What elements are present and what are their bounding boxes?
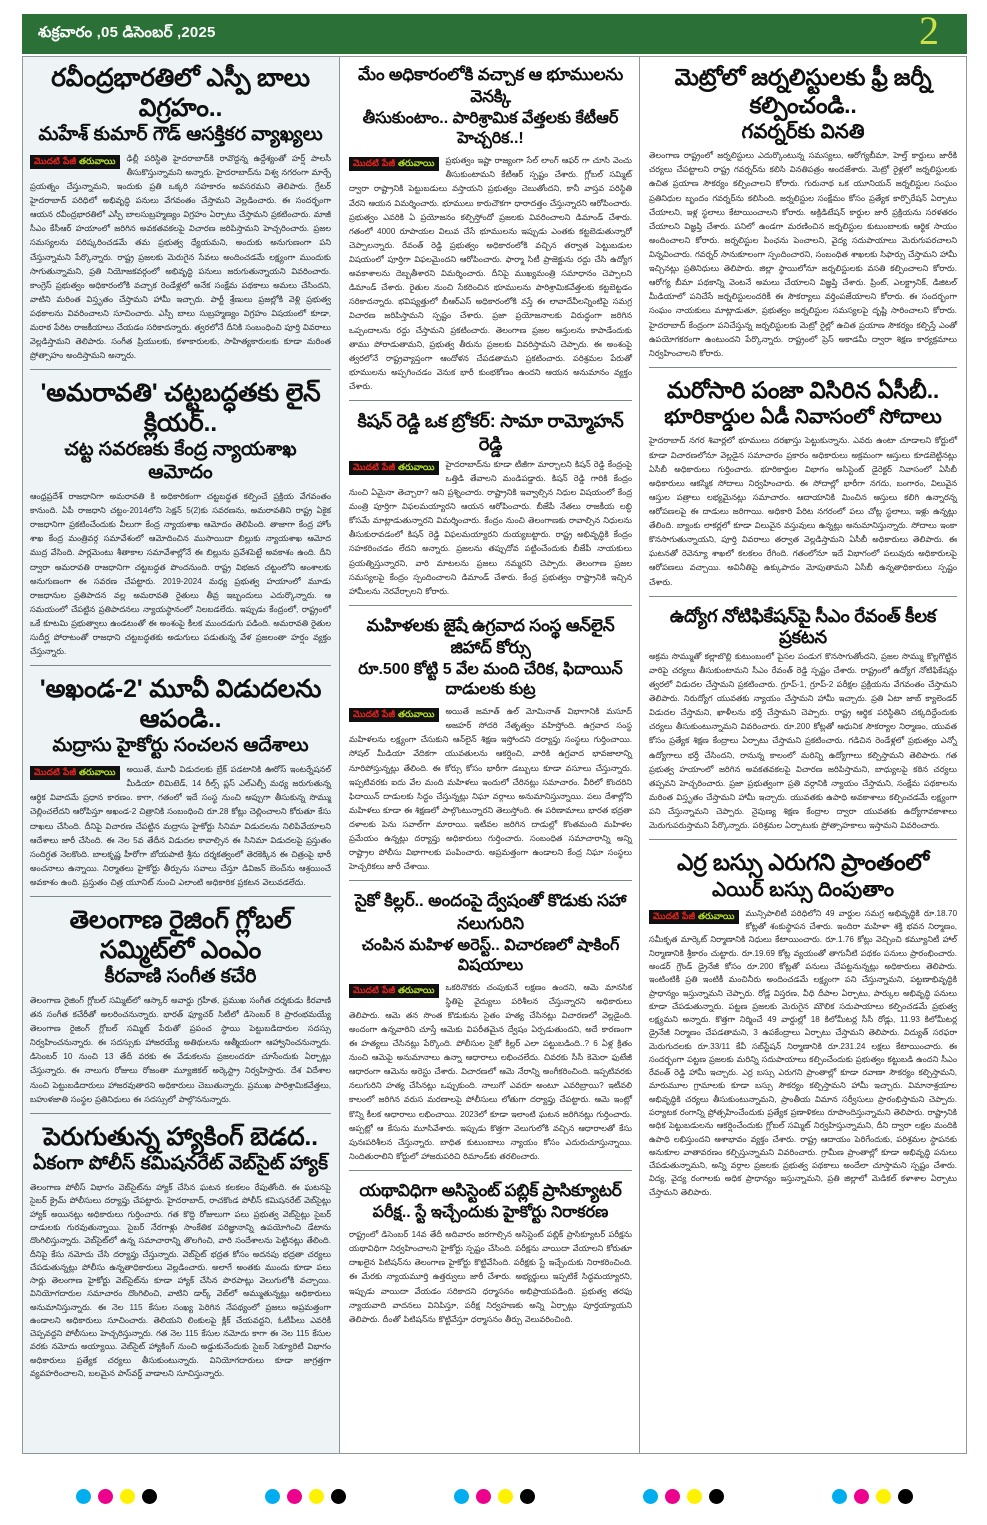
continued-badge-part2: తరువాయి bbox=[398, 984, 435, 995]
color-dot bbox=[76, 1489, 91, 1504]
color-dot bbox=[854, 1489, 869, 1504]
article-acb-raids[interactable] bbox=[649, 367, 957, 590]
color-dot bbox=[98, 1489, 113, 1504]
column-2 bbox=[340, 56, 640, 1454]
article-body-text: మున్సిపాలిటీ పరిధిలోని 49 వార్డుల సమగ్ర అభివృద్ధికి రూ.18.70 కోట్లతో శంకుస్థాపన చేశారు. ఇందిరా మహిళా శక్తి భవన నిర్మాణం, సమీకృత మార్కెట్ నిర్మాణానికి నిధులు కేటాయించారు. రూ.1.76 కోట్లు వెచ్చించి కమ్యూనిటీ హాల్ నిర్మాణానికి శ్రీకారం చుట్టారు. రూ.19.69 కోట్ల వ్యయంతో తాగునీటి పథకం పనులు ప్రారంభించారు. అండర్ గ్రౌండ్ డ్రైనేజీ కోసం రూ.200 కోట్లతో పనులు చేపట్టనున్నట్లు అధికారులు తెలిపారు. ఇంటింటికీ ప్రతి ఇంటికీ మంచినీరు అందించడమే లక్ష్యంగా పని చేస్తున్నామని, పట్టణాభివృద్ధికి ప్రాధాన్యం ఇస్తున్నామని చెప్పారు. రోడ్ల విస్తరణ, వీధి దీపాల ఏర్పాటు, పార్కుల అభివృద్ధి పనులు కూడా చేపడుతున్నారు. పట్టణ ప్రజలకు మెరుగైన మౌలిక సదుపాయాలు కల్పించడమే ప్రభుత్వ లక్ష్యమని అన్నారు. కొత్తగా నిర్మించే 49 వార్డుల్లో 18 కిలోమీటర్ల సీసీ రోడ్లు, 11.93 కిలోమీటర్ల డ్రైనేజీ నిర్మాణం చేపడతామని, 3 ఉపకేంద్రాలు ఏర్పాటు చేస్తామని తెలిపారు. విద్యుత్ సరఫరా మెరుగుదలకు రూ.33/11 కేవీ సబ్‌స్టేషన్ నిర్మాణానికి రూ.231.24 లక్షలు కేటాయించారు. ఈ సందర్భంగా పట్టణ ప్రజలకు మరిన్ని సదుపాయాలు కల్పించేందుకు ప్రభుత్వం కట్టుబడి ఉందని సీఎం రేవంత్ రెడ్డి హామీ ఇచ్చారు. ఎర్ర బస్సు ఎరుగని ప్రాంతాల్లో కూడా రవాణా సౌకర్యం కల్పిస్తామని, మారుమూల గ్రామాలకు కూడా బస్సు సౌకర్యం కల్పిస్తామని హామీ ఇచ్చారు. విమానాశ్రయాల అభివృద్ధికి చర్యలు తీసుకుంటున్నామని, ప్రాంతీయ విమాన సర్వీసులు ప్రారంభిస్తామని చెప్పారు. పర్యాటక రంగాన్ని ప్రోత్సహించేందుకు ప్రత్యేక ప్రణాళికలు రూపొందిస్తున్నామని తెలిపారు. రాష్ట్రానికి అధిక పెట్టుబడులను ఆకర్షించేందుకు గ్లోబల్ సమ్మిట్ నిర్వహిస్తున్నామని, దీని ద్వారా లక్షల మందికి ఉపాధి లభిస్తుందని ఆశాభావం వ్యక్తం చేశారు. రాష్ట్ర ఆదాయం పెరిగేందుకు, పరిశ్రమల స్థాపనకు అనుకూల వాతావరణం కల్పిస్తున్నామని వివరించారు. గ్రామీణ ప్రాంతాల్లో కూడా అభివృద్ధి పనులు చేపడుతున్నామని, అన్ని వర్గాల ప్రజలకు ప్రభుత్వ పథకాలు అందేలా చూస్తామని స్పష్టం చేశారు. విద్య, వైద్య రంగాలకు అధిక ప్రాధాన్యం ఇస్తున్నామని, ప్రతి జిల్లాలో మెడికల్ కళాశాల ఏర్పాటు చేస్తామని తెలిపారు. bbox=[649, 908, 957, 1197]
color-dot bbox=[832, 1489, 847, 1504]
color-dot bbox=[331, 1489, 346, 1504]
article-headline: యథావిధిగా అసిస్టెంట్ పబ్లిక్ ప్రాసిక్యూటర్ bbox=[359, 1181, 622, 1201]
color-dot bbox=[709, 1489, 724, 1504]
print-registration-color-bar bbox=[22, 1481, 967, 1511]
continued-badge-part1: మొదటి పేజీ bbox=[353, 984, 396, 995]
article-body bbox=[649, 907, 957, 1199]
article-subhead: కీరవాణి సంగీత కచేరి bbox=[104, 966, 257, 988]
article-body bbox=[349, 154, 632, 394]
continued-badge-part1: మొదటి పేజీ bbox=[34, 155, 77, 166]
article-subhead: ఎయిర్ బస్సు దింపుతాం bbox=[711, 878, 895, 901]
article-body: తెలంగాణ రైజింగ్ గ్లోబల్ సమ్మిట్‌లో ఆస్కార్ అవార్డు గ్రహీత, ప్రముఖ సంగీత దర్శకుడు కీరవాణి తన సంగీత కచేరీతో అలరించనున్నారు. భారత్ ఫ్యూచర్ సిటీలో డిసెంబర్ 8 ప్రారంభమయ్యే తెలంగాణ రైజింగ్ గ్లోబల్ సమ్మిట్ పేరుతో ప్రపంచ స్థాయి పెట్టుబడిదారుల సదస్సు నిర్వహించనున్నారు. ఈ సదస్సుకు హాజరయ్యే అతిథులను ఆత్మీయంగా ఆహ్వానించనున్నారు. డిసెంబర్ 10 నుంచి 13 తేదీ వరకు ఈ వేడుకలను ప్రజలందరూ చూసేందుకు ఏర్పాట్లు చేస్తున్నారు. ఈ నాలుగు రోజులు రోజంతా మ్యూజికల్ అర్కెస్ట్రా నిర్వహిస్తారు. దేశ విదేశాల నుంచి పెట్టుబడిదారులు హాజరవుతారని అధికారులు చెబుతున్నారు. ప్రముఖ పారిశ్రామికవేత్తలు, బహుళజాతి సంస్థల ప్రతినిధులు ఈ సదస్సులో పాల్గొననున్నారు. bbox=[30, 995, 331, 1104]
article-body bbox=[349, 981, 632, 1164]
color-dot-group bbox=[643, 1489, 724, 1504]
color-dot bbox=[142, 1489, 157, 1504]
article-headline: పెరుగుతున్న హ్యాకింగ్ బెడద.. bbox=[43, 1122, 318, 1151]
article-body-text: హైదరాబాద్‌ను కూడా టీజీగా మార్చాలని కిషన్ రెడ్డి కేంద్రంపై ఒత్తిడి తేవాలని మండిపడ్డారు. కిషన్ రెడ్డి గారికి కేంద్రం నుంచి ఏమైనా తెచ్చారా? అని ప్రశ్నించారు. రాష్ట్రానికి ఇవ్వాల్సిన నిధుల విషయంలో కేంద్ర మంత్రి పూర్తిగా విఫలమయ్యారని ఆయన ఆరోపించారు. బీజేపీ నేతలు రాజకీయ లబ్ధి కోసమే మాట్లాడుతున్నారని విమర్శించారు. కేంద్రం నుంచి తెలంగాణకు రావాల్సిన నిధులను తీసుకురావడంలో కిషన్ రెడ్డి విఫలమయ్యారని దుయ్యబట్టారు. రాష్ట్ర అభివృద్ధికి కేంద్రం సహకరించడం లేదని అన్నారు. ప్రజలను తప్పుదోవ పట్టించేందుకు బీజేపీ నాయకులు ప్రయత్నిస్తున్నారని, వారి మాటలను ప్రజలు నమ్మరని చెప్పారు. తెలంగాణ ప్రజల సమస్యలపై కేంద్రం స్పందించాలని డిమాండ్ చేశారు. కేంద్ర ప్రభుత్వం రాష్ట్రానికి ఇచ్చిన హామీలను నెరవేర్చాలని కోరారు. bbox=[349, 459, 632, 596]
color-dot bbox=[287, 1489, 302, 1504]
article-body: తెలంగాణ పోలీస్ విభాగం వెబ్‌సైట్‌ను హ్యాక్ చేసిన ఘటన కలకలం రేపుతోంది. ఈ ఘటనపై సైబర్ క్రైమ్ పోలీసులు దర్యాప్తు చేపట్టారు. హైదరాబాద్, రాచకొండ పోలీస్ కమిషనరేట్ వెబ్‌సైట్లు హ్యాక్ అయినట్లు అధికారులు గుర్తించారు. గత కొద్ది రోజులుగా పలు ప్రభుత్వ వెబ్‌సైట్లు సైబర్ దాడులకు గురవుతున్నాయి. సైబర్ నేరగాళ్లు సాంకేతిక పరిజ్ఞానాన్ని ఉపయోగించి డేటాను దొంగిలిస్తున్నారు. వెబ్‌సైట్‌లో ఉన్న సమాచారాన్ని తొలగించి, వారి సందేశాలను పెట్టినట్లు తేలింది. దీనిపై కేసు నమోదు చేసి దర్యాప్తు చేస్తున్నారు. వెబ్‌సైట్ భద్రత కోసం అదనపు భద్రతా చర్యలు చేపడుతున్నట్లు పోలీసు ఉన్నతాధికారులు వెల్లడించారు. అలాగే అంతకు ముందు కూడా పలు సార్లు తెలంగాణ హైకోర్టు వెబ్‌సైట్‌ను కూడా హ్యాక్ చేసిన పొరపాట్లు వెలుగులోకి వచ్చాయి. వినియోగదారుల సమాచారం దొంగిలించి, వాటిని డార్క్ వెబ్‌లో అమ్ముతున్నట్లు అధికారులు అనుమానిస్తున్నారు. ఈ నెల 115 కేసుల సంఖ్య పెరిగిన నేపథ్యంలో ప్రజలు అప్రమత్తంగా ఉండాలని అధికారులు సూచించారు. తెలియని లింకులపై క్లిక్ చేయవద్దని, ఓటీపీలు ఎవరికీ చెప్పవద్దని పోలీసులు హెచ్చరిస్తున్నారు. గత నెల 115 కేసుల నమోదు కాగా ఈ నెల 115 కేసుల వరకు నమోదు అయ్యాయి. వెబ్‌సైట్ హ్యాకింగ్ నుంచి అడ్డుకునేందుకు సైబర్ సెక్యూరిటీ విభాగం అధికారులు ప్రత్యేక చర్యలు తీసుకుంటున్నారు. వినియోగదారులు కూడా జాగ్రత్తగా వ్యవహరించాలని, బలమైన పాస్‌వర్డ్ వాడాలని సూచిస్తున్నారు. bbox=[30, 1183, 331, 1379]
article-hacking-threat[interactable] bbox=[30, 1113, 331, 1381]
article-headline: ఎర్ర బస్సు ఎరుగని ప్రాంతంలో bbox=[677, 849, 929, 876]
article-jaish-online-jihad[interactable] bbox=[349, 605, 632, 875]
color-dot bbox=[898, 1489, 913, 1504]
article-kishan-reddy-broker[interactable] bbox=[349, 400, 632, 599]
color-dot bbox=[876, 1489, 891, 1504]
continued-badge bbox=[349, 157, 439, 171]
article-ktr-warning-lands[interactable] bbox=[349, 64, 632, 394]
article-body-text: అయితే జమాత్ ఉల్ మోమినాత్ విభాగానికి మసూద్ అజహర్ సోదరి నేతృత్వం వహిస్తోంది. ఉగ్రవాద సంస్థ మహిళలను లక్ష్యంగా చేసుకుని ఆన్‌లైన్ శిక్షణ ఇస్తోందని దర్యాప్తు సంస్థలు గుర్తించాయి. సోషల్ మీడియా వేదికగా యువతులను ఆకర్షించి, వారికి ఉగ్రవాద భావజాలాన్ని నూరిపోస్తున్నట్లు తేలింది. ఈ కోర్సు కోసం భారీగా డబ్బులు కూడా వసూలు చేస్తున్నారు. ఇప్పటివరకు ఐదు వేల మంది మహిళలు ఇందులో చేరినట్లు సమాచారం. వీరిలో కొందరిని ఫిదాయిన్ దాడులకు సిద్ధం చేస్తున్నట్లు నిఘా వర్గాలు అనుమానిస్తున్నాయి. పలు దేశాల్లోని మహిళలు కూడా ఈ శిక్షణలో పాల్గొంటున్నారని తెలుస్తోంది. ఈ పరిణామాలు భారత భద్రతా దళాలకు పెను సవాల్‌గా మారాయి. ఇటీవల జరిగిన దాడుల్లో కొంతమంది మహిళల ప్రమేయం ఉన్నట్లు దర్యాప్తు అధికారులు గుర్తించారు. సంబంధిత సమాచారాన్ని అన్ని రాష్ట్రాల పోలీసు విభాగాలకు పంపించారు. అప్రమత్తంగా ఉండాలని కేంద్ర నిఘా సంస్థలు హెచ్చరికలు జారీ చేశాయి. bbox=[349, 707, 632, 872]
article-app-exam-highcourt[interactable] bbox=[349, 1170, 632, 1327]
article-body bbox=[30, 763, 331, 890]
color-dot bbox=[498, 1489, 513, 1504]
article-subhead: భూరికార్డుల ఏడీ నివాసంలో సోదాలు bbox=[664, 406, 942, 429]
article-subhead: రూ.500 కోట్టి 5 వేల మంది చేరిక, ఫిదాయిన్ దాడులకు కుట్ర bbox=[358, 661, 623, 699]
article-columns bbox=[22, 56, 967, 1454]
continued-badge-part1: మొదటి పేజీ bbox=[34, 767, 77, 778]
article-headline: మరోసారి పంజా విసిరిన ఏసీబీ.. bbox=[666, 376, 940, 403]
article-subhead: గవర్నర్‌కు వినతి bbox=[741, 121, 865, 144]
page-number: 2 bbox=[919, 8, 939, 53]
article-body: హైదరాబాద్ నగర శివార్లలో భూములు దరఖాస్తు పెట్టుకున్నాను. ఎవరు ఉంటా చూడాలని కోర్టులో కూడా విచారణలోనూ వెల్లడైన సమాచారం ప్రకారం అధికారులు అక్రమంగా ఆస్తులు కూడబెట్టినట్లు ఏసీబీ అధికారులు గుర్తించారు. భూరికార్డుల విభాగం అసిస్టెంట్ డైరెక్టర్ నివాసంలో ఏసీబీ అధికారులు ఆకస్మిక సోదాలు నిర్వహించారు. ఈ సోదాల్లో భారీగా నగదు, బంగారం, విలువైన ఆస్తుల పత్రాలు లభ్యమైనట్లు సమాచారం. ఆదాయానికి మించిన ఆస్తులు కలిగి ఉన్నారన్న ఆరోపణలపై ఈ దాడులు జరిగాయి. అధికారి పేరిట నగరంలో పలు చోట్ల స్థలాలు, ఇళ్లు ఉన్నట్లు తేలింది. బ్యాంకు లాకర్లలో కూడా విలువైన వస్తువులు ఉన్నట్లు అనుమానిస్తున్నారు. సోదాలు ఇంకా కొనసాగుతున్నాయని, పూర్తి వివరాలు తర్వాత వెల్లడిస్తామని ఏసీబీ అధికారులు తెలిపారు. ఈ ఘటనతో రెవెన్యూ శాఖలో కలకలం రేగింది. గతంలోనూ ఇదే విభాగంలో పలువురు అధికారులపై ఆరోపణలు వచ్చాయి. అవినీతిపై ఉక్కుపాదం మోపుతామని ఏసీబీ ఉన్నతాధికారులు స్పష్టం చేశారు. bbox=[649, 436, 957, 587]
article-akhanda-2-release[interactable] bbox=[30, 665, 331, 890]
continued-badge-part2: తరువాయి bbox=[79, 155, 116, 166]
article-headline: మేం అధికారంలోకి వచ్చాక ఆ భూములను వెనక్కి bbox=[357, 65, 624, 107]
article-headline: తెలంగాణ రైజింగ్ గ్లోబల్ సమ్మిట్‌లో ఎంఎం bbox=[69, 906, 292, 964]
color-dot-group bbox=[76, 1489, 157, 1504]
article-subhead: ఏకంగా పోలీస్ కమిషనరేట్ వెబ్‌సైట్ హ్యాక్ bbox=[32, 1153, 329, 1175]
color-dot-group bbox=[454, 1489, 535, 1504]
color-dot bbox=[454, 1489, 469, 1504]
continued-badge-part1: మొదటి పేజీ bbox=[353, 709, 396, 720]
article-subhead: మద్రాసు హైకోర్టు సంచలన ఆదేశాలు bbox=[52, 735, 309, 757]
article-amaravati-line-clear[interactable] bbox=[30, 369, 331, 659]
article-body bbox=[349, 705, 632, 874]
color-dot bbox=[665, 1489, 680, 1504]
article-headline: ఉద్యోగ నోటిఫికేషన్‌పై సీఎం రేవంత్ కీలక ప్రకటన bbox=[669, 605, 937, 648]
color-dot bbox=[120, 1489, 135, 1504]
continued-badge-part1: మొదటి పేజీ bbox=[353, 158, 396, 169]
article-subhead: తీసుకుంటాం.. పారిశ్రామిక వేత్తలకు కేటీఆర్ హెచ్చరిక..! bbox=[362, 110, 619, 148]
article-headline: సైకో కిల్లర్.. అందంపై ద్వేషంతో కొడుకు సహా నలుగురిని bbox=[354, 891, 627, 933]
publication-date: శుక్రవారం ,05 డిసెంబర్ ,2025 bbox=[38, 23, 216, 41]
color-dot bbox=[520, 1489, 535, 1504]
continued-badge bbox=[349, 708, 439, 722]
article-body: ఆంధ్రప్రదేశ్ రాజధానిగా అమరావతి కి అధికారికంగా చట్టబద్ధత కల్పించే ప్రక్రియ వేగవంతం కానుంది. ఏపీ రాజధాని చట్టం-2014లోని సెక్షన్ 5(2)కు సవరణను, అమరావతిని రాష్ట్ర ఏకైక రాజధానిగా ప్రకటించేందుకు వీలుగా కేంద్ర న్యాయశాఖ ఆమోదం తెలిపింది. తాజాగా కేంద్ర హోం శాఖ కేంద్ర మంత్రివర్గ సమావేశంలో ఆమోదించిన ముసాయిదా బిల్లుకు న్యాయశాఖ ఆమోద ముద్ర వేసింది. పార్లమెంటు శీతాకాల సమావేశాల్లోనే ఈ బిల్లును ప్రవేశపెట్టే అవకాశం ఉంది. దీని ద్వారా అమరావతి రాజధానిగా చట్టబద్ధత పొందనుంది. రాష్ట్ర విభజన చట్టంలోని అంశాలకు అనుగుణంగా ఈ సవరణ చేపట్టారు. 2019-2024 మధ్య ప్రభుత్వ హయాంలో మూడు రాజధానుల ప్రతిపాదన వల్ల అమరావతి రైతులు తీవ్ర ఇబ్బందులు ఎదుర్కొన్నారు. ఆ సమయంలో చేపట్టిన ప్రతిపాదనలు న్యాయస్థానంలో నిలబడలేదు. ఇప్పుడు కేంద్రంలో, రాష్ట్రంలో ఒకే కూటమి ప్రభుత్వాలు ఉండటంతో ఈ అంశంపై కీలక ముందడుగు పడింది. అమరావతి రైతుల సుదీర్ఘ పోరాటంతో రాజధాని చట్టబద్ధతకు అడుగులు పడుతున్న వేళ ప్రజలంతా హర్షం వ్యక్తం చేస్తున్నారు. bbox=[30, 492, 331, 657]
article-subhead: చట్ట సవరణకు కేంద్ర న్యాయశాఖ ఆమోదం bbox=[64, 439, 297, 484]
column-1 bbox=[22, 56, 340, 1454]
article-metro-free-journey[interactable] bbox=[649, 64, 957, 361]
continued-badge-part2: తరువాయి bbox=[398, 158, 435, 169]
color-dot-group bbox=[265, 1489, 346, 1504]
continued-badge bbox=[649, 910, 739, 924]
article-telangana-rising-summit[interactable] bbox=[30, 896, 331, 1107]
color-dot bbox=[643, 1489, 658, 1504]
continued-badge bbox=[349, 461, 439, 475]
color-dot bbox=[265, 1489, 280, 1504]
article-body: తెలంగాణ రాష్ట్రంలో జర్నలిస్టులు ఎదుర్కొంటున్న సమస్యలు, ఆరోగ్యబీమా, హెల్త్ కార్డులు జారీకి చర్యలు చేపట్టాలని రాష్ట్ర గవర్నర్‌ను కలిసి వినతిపత్రం అందజేశారు. మెట్రో రైళ్లలో జర్నలిస్టులకు ఉచిత ప్రయాణ సౌకర్యం కల్పించాలని కోరారు. గురునాథ ఒక యూనియన్ జర్నలిస్టుల సంఘం ప్రతినిధుల బృందం గవర్నర్‌ను కలిసింది. జర్నలిస్టుల సంక్షేమం కోసం ప్రత్యేక కార్పొరేషన్ ఏర్పాటు చేయాలని, ఇళ్ల స్థలాలు కేటాయించాలని కోరారు. అక్రిడిటేషన్ కార్డుల జారీ ప్రక్రియను సరళతరం చేయాలని విజ్ఞప్తి చేశారు. పనిలో ఉండగా మరణించిన జర్నలిస్టుల కుటుంబాలకు ఆర్థిక సాయం అందించాలని కోరారు. జర్నలిస్టుల పింఛను పెంచాలని, వైద్య సదుపాయాలు మెరుగుపరచాలని విన్నవించారు. గవర్నర్ సానుకూలంగా స్పందించారని, సంబంధిత శాఖలకు సిఫార్సు చేస్తామని హామీ ఇచ్చినట్లు ప్రతినిధులు తెలిపారు. జిల్లా స్థాయిలోనూ జర్నలిస్టులకు వసతి కల్పించాలని కోరారు. ఆరోగ్య బీమా పథకాన్ని వెంటనే అమలు చేయాలని విజ్ఞప్తి చేశారు. ప్రింట్, ఎలక్ట్రానిక్, డిజిటల్ మీడియాలో పనిచేసే జర్నలిస్టులందరికీ ఈ సౌకర్యాలు వర్తింపజేయాలని కోరారు. ఈ సందర్భంగా సంఘం నాయకులు మాట్లాడుతూ, ప్రభుత్వం జర్నలిస్టుల సమస్యలపై దృష్టి సారించాలని కోరారు. హైదరాబాద్ కేంద్రంగా పనిచేస్తున్న జర్నలిస్టులకు మెట్రో రైల్లో ఉచిత ప్రయాణ సౌకర్యం కల్పిస్తే ఎంతో ఉపయోగకరంగా ఉంటుందని పేర్కొన్నారు. రాష్ట్రంలో ప్రెస్ అకాడమీ ద్వారా శిక్షణ కార్యక్రమాలు నిర్వహించాలని కోరారు. bbox=[649, 151, 957, 358]
article-headline: 'అఖండ-2' మూవీ విడుదలను ఆపండి.. bbox=[39, 675, 322, 733]
article-headline: మహిళలకు జైషే ఉగ్రవాద సంస్థ ఆన్‌లైన్ జిహాద్ కోర్సు bbox=[366, 615, 615, 658]
article-subhead: మహేశ్ కుమార్ గౌడ్ ఆసక్తికర వ్యాఖ్యలు bbox=[38, 124, 323, 145]
article-body: రాష్ట్రంలో డిసెంబర్ 14వ తేదీ అదివారం జరగాల్సిన అసిస్టెంట్ పబ్లిక్ ప్రాసిక్యూటర్ పరీక్షను యథావిధిగా నిర్వహించాలని హైకోర్టు స్పష్టం చేసింది. పరీక్షను వాయిదా వేయాలని కోరుతూ దాఖలైన పిటిషన్‌ను తెలంగాణ హైకోర్టు కొట్టివేసింది. పరీక్షకు స్టే ఇచ్చేందుకు నిరాకరించింది. ఈ మేరకు న్యాయమూర్తి ఉత్తర్వులు జారీ చేశారు. అభ్యర్థులు ఇప్పటికే సిద్ధమయ్యారని, ఇప్పుడు వాయిదా వేయడం సరికాదని ధర్మాసనం అభిప్రాయపడింది. ప్రభుత్వ తరఫు న్యాయవాది వాదనలు వినిపిస్తూ, పరీక్ష నిర్వహణకు అన్ని ఏర్పాట్లు పూర్తయ్యాయని తెలిపారు. దీంతో పిటిషన్‌ను కొట్టివేస్తూ ధర్మాసనం తీర్పు వెలువరించింది. bbox=[349, 1230, 632, 1324]
article-psycho-killer-woman[interactable] bbox=[349, 880, 632, 1164]
article-air-bus-remote-areas[interactable] bbox=[649, 839, 957, 1199]
article-headline: కిషన్ రెడ్డి ఒక బ్రోకర్: సామా రామ్మోహన్ రెడ్డి bbox=[357, 411, 624, 455]
article-body-text: ఒకరినొకరు చంపుకునే లక్షణం ఉందని, ఆమె మానసిక స్థితిపై వైద్యులు పరిశీలన చేస్తున్నారని అధికారులు తెలిపారు. ఆమె తన సొంత కొడుకును సైతం హత్య చేసినట్లు విచారణలో వెల్లడైంది. అందంగా ఉన్నవారిని చూస్తే ఆమెకు విపరీతమైన ద్వేషం ఏర్పడుతుందని, అదే కారణంగా ఈ హత్యలు చేసినట్లు పేర్కొంది. పోలీసుల సైకో కిల్లర్ ఎలా పట్టుబడింది..? 6 ఏళ్ల క్రితం నుంచి ఆమెపై అనుమానాలు ఉన్నా ఆధారాలు లభించలేదు. చివరకు సీసీ కెమెరా ఫుటేజీ ఆధారంగా ఆమెను అరెస్టు చేశారు. విచారణలో ఆమె నేరాన్ని అంగీకరించింది. ఇప్పటివరకు నలుగురిని హత్య చేసినట్లు ఒప్పుకుంది. నాలుగో ఎవరూ అంటూ ఎవరిబ్రాయి? ఇటీవలి కాలంలో జరిగిన వరుస మరణాలపై పోలీసులు లోతుగా దర్యాప్తు చేపట్టారు. ఆమె ఇంట్లో కొన్ని కీలక ఆధారాలు లభించాయి. 2023లో కూడా ఇలాంటి ఘటన జరిగినట్లు గుర్తించారు. అప్పట్లో ఆ కేసును మూసివేశారు. ఇప్పుడు కొత్తగా వెలుగులోకి వచ్చిన ఆధారాలతో కేసు పునఃపరిశీలన చేస్తున్నారు. బాధిత కుటుంబాలు న్యాయం కోసం ఎదురుచూస్తున్నాయి. నిందితురాలిని కోర్టులో హాజరుపరిచి రిమాండ్‌కు తరలించారు. bbox=[349, 982, 632, 1161]
continued-badge-part2: తరువాయి bbox=[398, 461, 435, 472]
article-body-text: అయితే, మూవీ విడుదలకు బ్రేక్ పడటానికి ఊరోస్ ఇంటర్నేషనల్ మీడియా లిమిటెడ్, 14 రీల్స్ ప్లస్ ఎల్ఎల్పీ మధ్య జరుగుతున్న ఆర్థిక వివాదమే ప్రధాన కారణం. కాగా, గతంలో ఇదే సంస్థ నుంచి అప్పుగా తీసుకున్న సొమ్ము చెల్లించలేదని ఆరోపిస్తూ అఖండ-2 చిత్రానికి సంబంధించి రూ.28 కోట్లు చెల్లించాలని కోరుతూ కేసు దాఖలు చేసింది. దీనిపై విచారణ చేపట్టిన మద్రాసు హైకోర్టు సినిమా విడుదలను నిలిపివేయాలని ఆదేశాలు జారీ చేసింది. ఈ నెల 5వ తేదీన విడుదల కావాల్సిన ఈ సినిమా విడుదలపై ప్రస్తుతం సందిగ్ధత నెలకొంది. బాలకృష్ణ హీరోగా బోయపాటి శ్రీను దర్శకత్వంలో తెరకెక్కిన ఈ చిత్రంపై భారీ అంచనాలు ఉన్నాయి. నిర్మాతలు హైకోర్టు తీర్పును సవాలు చేస్తూ డివిజన్ బెంచ్‌ను ఆశ్రయించే అవకాశం ఉంది. ప్రస్తుతం చిత్ర యూనిట్ నుంచి ఎలాంటి అధికారిక ప్రకటన వెలువడలేదు. bbox=[30, 765, 331, 888]
color-dot bbox=[476, 1489, 491, 1504]
article-subhead: చంపిన మహిళ అరెస్ట్.. విచారణలో షాకింగ్ విషయాలు bbox=[361, 936, 620, 974]
article-headline: మెట్రోలో జర్నలిస్టులకు ఫ్రీ జర్నీ కల్పించండి.. bbox=[674, 64, 932, 118]
article-ravindra-bharathi-spbalu[interactable] bbox=[30, 64, 331, 363]
continued-badge-part2: తరువాయి bbox=[398, 709, 435, 720]
article-headline: రవీంద్రభారతిలో ఎస్పీ బాలు విగ్రహం.. bbox=[51, 64, 310, 122]
article-body-text: ప్రభుత్వం ఇష్టా రాజ్యంగా సేల్ లాంగ్ ఆఫర్ గా చూసి వెంచు తీసుకుంటామని కేటీఆర్ స్పష్టం చేశారు. గ్లోబల్ సమ్మిట్ ద్వారా రాష్ట్రానికి పెట్టుబడులు వస్తాయని ప్రభుత్వం చెబుతోందని, కానీ వాస్తవ పరిస్థితి వేరని ఆయన విమర్శించారు. భూములు కారుచౌకగా ధారాదత్తం చేస్తున్నారని ఆరోపించారు. ప్రభుత్వం ఎవరికి ఏ ప్రయోజనం కల్పిస్తోందో ప్రజలకు వివరించాలని డిమాండ్ చేశారు. గతంలో 4000 రూపాయల విలువ చేసే భూములను ఇప్పుడు ఎంతకు కట్టబెడుతున్నారో చెప్పాలన్నారు. రేవంత్ రెడ్డి ప్రభుత్వం అధికారంలోకి వచ్చిన తర్వాత పెట్టుబడుల విషయంలో పూర్తిగా విఫలమైందని ఆరోపించారు. ఫార్మా సిటీ ప్రాజెక్టును రద్దు చేసి ఉద్యోగ అవకాశాలను దెబ్బతీశారని విమర్శించారు. దీనిపై ముఖ్యమంత్రి సమాధానం చెప్పాలని డిమాండ్ చేశారు. రైతుల నుంచి సేకరించిన భూములను పారిశ్రామికవేత్తలకు కట్టబెట్టడం సరికాదన్నారు. భవిష్యత్తులో బీఆర్ఎస్ అధికారంలోకి వస్తే ఈ లావాదేవీలన్నింటిపై సమగ్ర విచారణ జరిపిస్తామని స్పష్టం చేశారు. ప్రజా ప్రయోజనాలకు విరుద్ధంగా జరిగిన ఒప్పందాలను రద్దు చేస్తామని ప్రకటించారు. తెలంగాణ ప్రజల ఆస్తులను కాపాడేందుకు తాము పోరాడుతామని, ప్రభుత్వ తీరును ప్రజలకు వివరిస్తామని చెప్పారు. ఈ అంశంపై త్వరలోనే రాష్ట్రవ్యాప్తంగా ఆందోళన చేపడతామని ప్రకటించారు. పరిశ్రమల పేరుతో భూములను అప్పగించడం వెనుక భారీ కుంభకోణం ఉందని ఆయన అనుమానం వ్యక్తం చేశారు. bbox=[349, 156, 632, 391]
continued-badge bbox=[30, 766, 120, 780]
continued-badge-part1: మొదటి పేజీ bbox=[653, 910, 696, 921]
article-headline: 'అమరావతి' చట్టబద్ధతకు లైన్ క్లియర్.. bbox=[40, 379, 321, 437]
continued-badge bbox=[349, 984, 439, 998]
masthead-bar bbox=[22, 8, 967, 54]
article-body: అక్రమ సొమ్ముతో కల్లాబొల్లి కుటుంబంలో పైసల పండుగ కొనసాగుతోందని, ప్రజల సొమ్ము కొల్లగొట్టిన వారిపై చర్యలు తీసుకుంటామని సీఎం రేవంత్ రెడ్డి స్పష్టం చేశారు. రాష్ట్రంలో ఉద్యోగ నోటిఫికేషన్లు త్వరలో విడుదల చేస్తామని ప్రకటించారు. గ్రూప్-1, గ్రూప్-2 పరీక్షల ప్రక్రియను వేగవంతం చేస్తామని తెలిపారు. నిరుద్యోగ యువతకు న్యాయం చేస్తామని హామీ ఇచ్చారు. ప్రతి ఏటా జాబ్ క్యాలెండర్ విడుదల చేస్తామని, ఖాళీలను భర్తీ చేస్తామని చెప్పారు. రాష్ట్ర ఆర్థిక పరిస్థితిని చక్కదిద్దేందుకు చర్యలు తీసుకుంటున్నామని వివరించారు. రూ.200 కోట్లతో ఆధునిక సౌకర్యాల నిర్మాణం, యువత కోసం ప్రత్యేక శిక్షణ కేంద్రాలు ఏర్పాటు చేస్తామని ప్రకటించారు. గడిచిన రెండేళ్లలో ప్రభుత్వం ఎన్నో ఉద్యోగాలు భర్తీ చేసిందని, రానున్న కాలంలో మరిన్ని ఉద్యోగాలు కల్పిస్తామని తెలిపారు. గత ప్రభుత్వ హయాంలో జరిగిన అవకతవకలపై విచారణ జరిపిస్తామని, బాధ్యులపై కఠిన చర్యలు తప్పవని హెచ్చరించారు. ప్రజా ప్రభుత్వంగా ప్రతి వర్గానికి న్యాయం చేస్తామని, సంక్షేమ పథకాలను మరింత విస్తృతం చేస్తామని హామీ ఇచ్చారు. యువతకు ఉపాధి అవకాశాలు కల్పించడమే లక్ష్యంగా పని చేస్తున్నామని చెప్పారు. నైపుణ్య శిక్షణ కేంద్రాల ద్వారా యువతకు ఉద్యోగావకాశాలు మెరుగుపరుస్తామని పేర్కొన్నారు. పరిశ్రమల ఏర్పాటుకు ప్రోత్సాహకాలు ఇస్తామని వివరించారు. bbox=[649, 651, 957, 831]
color-dot bbox=[309, 1489, 324, 1504]
color-dot bbox=[687, 1489, 702, 1504]
article-body-text: ఢిల్లీ పరిస్థితి హైదరాబాద్‌కి రావొద్దన్న ఉద్దేశ్యంతో హర్ష్ పాలసీ తీసుకొస్తున్నామని అన్నారు. హైదరాబాద్‌ను విశ్వ నగరంగా మార్చే ప్రయత్నం చేస్తున్నామని, ఇందుకు ప్రతి ఒక్కరి సహకారం అవసరమని తెలిపారు. గ్రేటర్ హైదరాబాద్ పరిధిలో అభివృద్ధి పనులు వేగవంతం చేస్తామని వెల్లడించారు. ఈ సందర్భంగా ఆయన రవీంద్రభారతిలో ఎస్పీ బాలసుబ్రహ్మణ్యం విగ్రహం ఏర్పాటు చేస్తామని ప్రకటించారు. మాజీ సీఎం కేసీఆర్ హయాంలో జరిగిన అవకతవకలపై విచారణ జరిపిస్తామని హెచ్చరించారు. ప్రజల సమస్యలను పరిష్కరించడమే తమ ప్రభుత్వ ధ్యేయమని, అందుకు అనుగుణంగా పని చేస్తున్నామని పేర్కొన్నారు. రాష్ట్ర ప్రజలకు మెరుగైన సేవలు అందించడమే లక్ష్యంగా ముందుకు సాగుతున్నామని, ప్రతి నియోజకవర్గంలో అభివృద్ధి పనులు జరుగుతున్నాయని వివరించారు. కాంగ్రెస్ ప్రభుత్వం అధికారంలోకి వచ్చాక రెండేళ్లలో అనేక సంక్షేమ పథకాలు అమలు చేసిందని, వాటిని మరింత విస్తృతం చేస్తామని హామీ ఇచ్చారు. పార్టీ శ్రేణులు ప్రజల్లోకి వెళ్లి ప్రభుత్వ పథకాలను వివరించాలని సూచించారు. ఎస్పీ బాలు సుబ్రహ్మణ్యం విగ్రహం విషయంలో కూడా, మరాఠ పేరిట రాజకీయాలు చేయడం సరికాదన్నారు. త్వరలోనే దీనికి సంబంధించి పూర్తి వివరాలు వెల్లడిస్తామని తెలిపారు. సంగీత ప్రియులకు, కళాకారులకు, సాహిత్యకారులకు కూడా మరింత ప్రోత్సాహం అందిస్తామని అన్నారు. bbox=[30, 153, 331, 361]
continued-badge bbox=[30, 155, 120, 169]
article-subhead: పరీక్ష.. స్టే ఇచ్చేందుకు హైకోర్టు నిరాకరణ bbox=[372, 1204, 609, 1222]
continued-badge-part2: తరువాయి bbox=[698, 910, 735, 921]
article-cm-revanth-jobs[interactable] bbox=[649, 596, 957, 834]
color-dot-group bbox=[832, 1489, 913, 1504]
article-body bbox=[30, 152, 331, 364]
column-3 bbox=[640, 56, 966, 1454]
continued-badge-part2: తరువాయి bbox=[79, 767, 116, 778]
continued-badge-part1: మొదటి పేజీ bbox=[353, 461, 396, 472]
article-body bbox=[349, 458, 632, 599]
